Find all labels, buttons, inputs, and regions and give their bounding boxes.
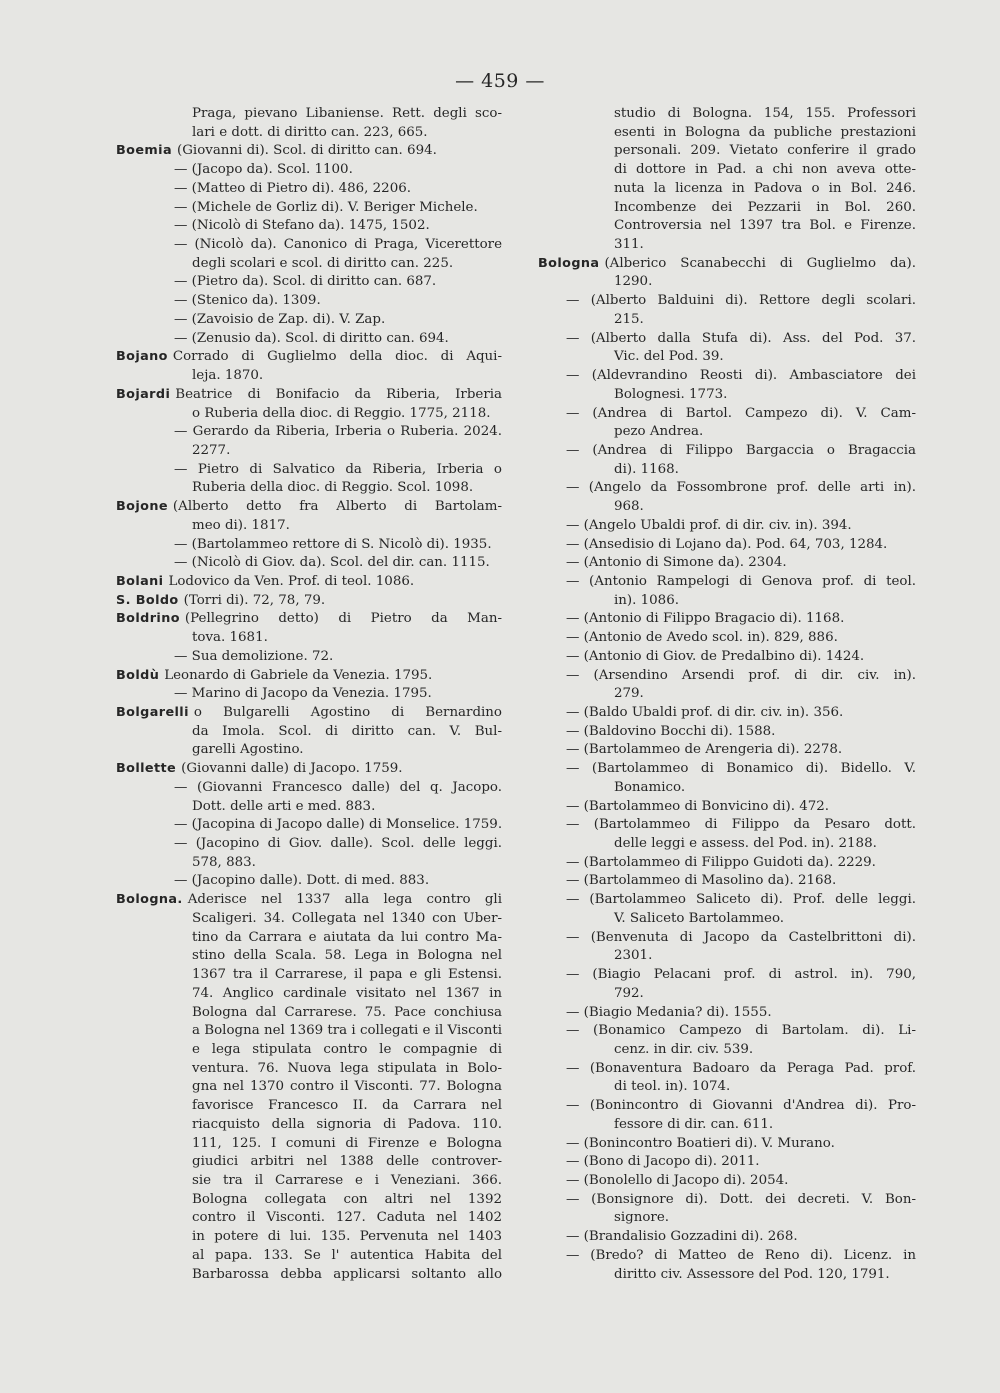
index-text: Aderisce nel 1337 alla lega contro gli xyxy=(187,892,502,908)
index-text: fessore di dir. can. 611. xyxy=(614,1116,774,1132)
index-text: esenti in Bologna da publiche prestazioni xyxy=(614,124,916,140)
index-text: Incombenze dei Pezzarii in Bol. 260. xyxy=(614,199,916,215)
index-text: — (Nicolò di Stefano da). 1475, 1502. xyxy=(174,218,430,234)
index-line xyxy=(116,1153,502,1172)
index-line xyxy=(116,929,502,948)
index-text: di dottore in Pad. a chi non aveva otte- xyxy=(614,162,916,178)
index-text: cenz. in dir. civ. 539. xyxy=(614,1041,754,1057)
index-text: 2301. xyxy=(614,948,653,964)
index-text: 2277. xyxy=(192,442,231,458)
index-line xyxy=(116,386,502,405)
index-text: — (Alberto dalla Stufa di). Ass. del Pod. 37. xyxy=(566,330,916,346)
index-line xyxy=(538,536,916,555)
index-line xyxy=(116,161,502,180)
index-text: 1367 tra il Carrarese, il papa e gli Estensi. xyxy=(192,967,502,983)
index-column-right xyxy=(538,105,916,1284)
index-text: Controversia nel 1397 tra Bol. e Firenze. xyxy=(614,218,916,234)
index-line xyxy=(116,985,502,1004)
index-line xyxy=(538,573,916,592)
index-line xyxy=(538,330,916,349)
index-line xyxy=(538,105,916,124)
index-line xyxy=(538,1041,916,1060)
index-line xyxy=(538,199,916,218)
index-text: — (Bartolammeo Saliceto di). Prof. delle leggi. xyxy=(566,892,916,908)
index-text: — (Antonio de Avedo scol. in). 829, 886. xyxy=(566,630,838,646)
index-text: 1290. xyxy=(614,274,653,290)
index-text: in). 1086. xyxy=(614,592,679,608)
index-text: 111, 125. I comuni di Firenze e Bologna xyxy=(192,1135,502,1151)
index-line xyxy=(116,1078,502,1097)
index-text: Scaligeri. 34. Collegata nel 1340 con Uber- xyxy=(192,910,502,926)
index-line xyxy=(116,1172,502,1191)
index-line xyxy=(538,1097,916,1116)
index-keyword: Bojone xyxy=(116,499,168,515)
index-text: — (Giovanni Francesco dalle) del q. Jacopo. xyxy=(174,779,502,795)
index-line xyxy=(116,1191,502,1210)
index-line xyxy=(116,330,502,349)
index-line xyxy=(538,1116,916,1135)
index-keyword: Bologna. xyxy=(116,892,183,908)
index-text: (Torri di). 72, 78, 79. xyxy=(183,592,326,608)
index-line xyxy=(538,180,916,199)
index-line xyxy=(116,255,502,274)
index-line xyxy=(116,573,502,592)
index-line xyxy=(538,479,916,498)
index-line xyxy=(538,1060,916,1079)
index-line xyxy=(116,704,502,723)
index-line xyxy=(116,966,502,985)
index-text: — (Baldo Ubaldi prof. di dir. civ. in). 356. xyxy=(566,705,844,720)
index-line xyxy=(116,1060,502,1079)
index-line xyxy=(538,292,916,311)
index-text: personali. 209. Vietato conferire il grado xyxy=(614,143,916,159)
index-text: riacquisto della signoria di Padova. 110. xyxy=(192,1116,502,1132)
index-line xyxy=(116,1247,502,1266)
index-keyword: Bolani xyxy=(116,573,164,589)
index-text: tova. 1681. xyxy=(192,630,268,646)
index-text: Barbarossa debba applicarsi soltanto allo xyxy=(192,1266,502,1282)
index-text: o Ruberia della dioc. di Reggio. 1775, 2118. xyxy=(192,405,491,421)
index-line xyxy=(538,142,916,161)
index-line xyxy=(116,1135,502,1154)
index-line xyxy=(116,779,502,798)
index-line xyxy=(116,311,502,330)
index-text: Lodovico da Ven. Prof. di teol. 1086. xyxy=(168,573,415,589)
index-text: — (Jacopino di Giov. dalle). Scol. delle leggi. xyxy=(174,836,502,852)
index-text: leja. 1870. xyxy=(192,368,264,384)
index-line xyxy=(116,910,502,929)
index-line xyxy=(538,386,916,405)
index-line xyxy=(538,1022,916,1041)
index-text: — (Bonamico Campezo di Bartolam. di). Li- xyxy=(566,1023,916,1039)
index-line xyxy=(116,798,502,817)
index-keyword: Boldrino xyxy=(116,611,180,627)
index-line xyxy=(116,442,502,461)
index-line xyxy=(116,592,502,611)
index-line xyxy=(538,255,916,274)
index-line xyxy=(538,517,916,536)
index-text: meo di). 1817. xyxy=(192,517,290,533)
index-text: — (Arsendino Arsendi prof. di dir. civ. in). xyxy=(566,667,916,683)
index-text: — (Nicolò da). Canonico di Praga, Vicerettore xyxy=(174,237,502,253)
index-line xyxy=(116,461,502,480)
index-line xyxy=(538,1209,916,1228)
index-text: — (Angelo Ubaldi prof. di dir. civ. in). 394. xyxy=(566,517,852,533)
index-line xyxy=(116,1022,502,1041)
index-text: — (Stenico da). 1309. xyxy=(174,293,321,309)
index-text: 279. xyxy=(614,686,644,702)
index-text: — (Antonio Rampelogi di Genova prof. di teol. xyxy=(566,573,916,589)
index-line xyxy=(538,348,916,367)
index-text: — (Bartolammeo di Filippo Guidoti da). 2229. xyxy=(566,854,876,870)
index-text: o Bulgarelli Agostino di Bernardino xyxy=(193,705,502,720)
index-line xyxy=(538,498,916,517)
index-text: — Gerardo da Riberia, Irberia o Ruberia. 2024. xyxy=(174,424,502,440)
index-text: — (Pietro da). Scol. di diritto can. 687. xyxy=(174,274,437,290)
index-line xyxy=(116,629,502,648)
index-line xyxy=(538,1004,916,1023)
index-text: Bonamico. xyxy=(614,779,686,795)
index-text: garelli Agostino. xyxy=(192,742,304,758)
index-text: — (Aldevrandino Reosti di). Ambasciatore dei xyxy=(566,368,916,384)
index-keyword: Bojano xyxy=(116,349,168,365)
index-text: — (Matteo di Pietro di). 486, 2206. xyxy=(174,180,411,196)
index-text: (Giovanni di). Scol. di diritto can. 694. xyxy=(176,143,437,159)
index-line xyxy=(538,1078,916,1097)
index-line xyxy=(116,367,502,386)
index-text: Bologna collegata con altri nel 1392 xyxy=(192,1191,502,1207)
index-text: Leonardo di Gabriele da Venezia. 1795. xyxy=(164,667,433,683)
index-text: — (Brandalisio Gozzadini di). 268. xyxy=(566,1229,798,1245)
index-line xyxy=(538,798,916,817)
index-line xyxy=(116,872,502,891)
index-line xyxy=(116,835,502,854)
index-line xyxy=(116,854,502,873)
index-line xyxy=(538,217,916,236)
index-text: — (Baldovino Bocchi di). 1588. xyxy=(566,723,776,739)
index-text: V. Saliceto Bartolammeo. xyxy=(614,910,785,926)
index-keyword: S. Boldo xyxy=(116,592,179,608)
index-line xyxy=(538,929,916,948)
index-text: — (Bartolammeo di Filippo da Pesaro dott. xyxy=(566,817,916,833)
index-text: studio di Bologna. 154, 155. Professori xyxy=(614,106,916,121)
index-text: — (Bartolammeo de Arengeria di). 2278. xyxy=(566,742,843,758)
index-text: — (Bonolello di Jacopo di). 2054. xyxy=(566,1172,789,1188)
index-text: (Giovanni dalle) di Jacopo. 1759. xyxy=(181,761,403,777)
index-line xyxy=(538,685,916,704)
index-text: signore. xyxy=(614,1210,669,1226)
index-line xyxy=(116,423,502,442)
index-text: e lega stipulata contro le compagnie di xyxy=(192,1041,502,1057)
index-text: — (Alberto Balduini di). Rettore degli scolari. xyxy=(566,293,916,309)
index-text: al papa. 133. Se l' autentica Habita del xyxy=(192,1247,502,1263)
index-text: — Marino di Jacopo da Venezia. 1795. xyxy=(174,686,432,702)
index-text: tino da Carrara e aiutata da lui contro Ma- xyxy=(192,929,502,945)
index-text: — (Angelo da Fossombrone prof. delle arti in). xyxy=(566,480,916,496)
index-line xyxy=(116,1209,502,1228)
index-line xyxy=(538,124,916,143)
index-text: — (Zenusio da). Scol. di diritto can. 694. xyxy=(174,330,449,346)
index-line xyxy=(116,217,502,236)
index-line xyxy=(538,423,916,442)
index-line xyxy=(538,741,916,760)
index-text: — (Nicolò di Giov. da). Scol. del dir. can. 1115. xyxy=(174,555,490,571)
index-line xyxy=(116,105,502,124)
index-line xyxy=(116,1004,502,1023)
index-keyword: Boemia xyxy=(116,143,172,159)
index-text: 968. xyxy=(614,499,644,515)
index-line xyxy=(538,1135,916,1154)
index-keyword: Bolgarelli xyxy=(116,705,189,720)
index-text: giudici arbitri nel 1388 delle controver- xyxy=(192,1154,502,1170)
index-text: — (Jacopo da). Scol. 1100. xyxy=(174,162,353,178)
index-line xyxy=(116,648,502,667)
index-line xyxy=(116,1266,502,1285)
index-line xyxy=(116,1097,502,1116)
index-line xyxy=(538,405,916,424)
index-text: — (Bonaventura Badoaro da Peraga Pad. prof. xyxy=(566,1060,916,1076)
index-line xyxy=(538,592,916,611)
index-line xyxy=(538,1247,916,1266)
index-line xyxy=(538,161,916,180)
index-text: — (Antonio di Simone da). 2304. xyxy=(566,555,787,571)
index-text: — (Biagio Pelacani prof. di astrol. in). 790, xyxy=(566,967,916,983)
index-text: sie tra il Carrarese e i Veneziani. 366. xyxy=(192,1172,502,1188)
index-line xyxy=(116,947,502,966)
index-text: — (Biagio Medania? di). 1555. xyxy=(566,1004,772,1020)
index-text: — (Bonsignore di). Dott. dei decreti. V. Bon- xyxy=(566,1191,916,1207)
index-text: — (Michele de Gorliz di). V. Beriger Michele. xyxy=(174,199,478,215)
index-line xyxy=(116,891,502,910)
index-text: di teol. in). 1074. xyxy=(614,1079,731,1095)
index-line xyxy=(538,835,916,854)
index-line xyxy=(116,1116,502,1135)
index-line xyxy=(538,629,916,648)
index-text: contro il Visconti. 127. Caduta nel 1402 xyxy=(192,1210,502,1226)
index-line xyxy=(538,704,916,723)
index-text: — (Jacopina di Jacopo dalle) di Monselice. 1759. xyxy=(174,817,502,833)
index-keyword: Boldù xyxy=(116,667,160,683)
index-line xyxy=(116,479,502,498)
index-text: — (Ansedisio di Lojano da). Pod. 64, 703, 1284. xyxy=(566,536,888,552)
index-text: ventura. 76. Nuova lega stipulata in Bolo- xyxy=(192,1060,502,1076)
index-line xyxy=(116,405,502,424)
index-keyword: Bologna xyxy=(538,255,600,271)
index-line xyxy=(116,348,502,367)
index-line xyxy=(116,517,502,536)
index-text: 215. xyxy=(614,311,644,327)
index-text: — (Bartolammeo di Bonvicino di). 472. xyxy=(566,798,830,814)
index-line xyxy=(116,292,502,311)
index-line xyxy=(116,741,502,760)
index-text: — (Bonincontro di Giovanni d'Andrea di). Pro- xyxy=(566,1098,916,1114)
index-line xyxy=(116,723,502,742)
index-line xyxy=(538,311,916,330)
index-text: — Sua demolizione. 72. xyxy=(174,648,334,664)
index-line xyxy=(538,554,916,573)
index-text: gna nel 1370 contro il Visconti. 77. Bologna xyxy=(192,1079,502,1095)
index-text: degli scolari e scol. di diritto can. 225. xyxy=(192,255,454,271)
index-text: Ruberia della dioc. di Reggio. Scol. 1098. xyxy=(192,480,474,496)
index-text: — (Bartolammeo rettore di S. Nicolò di). 1935. xyxy=(174,536,492,552)
index-line xyxy=(538,1228,916,1247)
index-line xyxy=(538,760,916,779)
index-text: — (Jacopino dalle). Dott. di med. 883. xyxy=(174,873,430,889)
index-text: lari e dott. di diritto can. 223, 665. xyxy=(192,124,428,140)
index-text: da Imola. Scol. di diritto can. V. Bul- xyxy=(192,723,502,739)
index-text: nuta la licenza in Padova o in Bol. 246. xyxy=(614,180,916,196)
index-text: Corrado di Guglielmo della dioc. di Aqui- xyxy=(172,349,502,365)
index-text: a Bologna nel 1369 tra i collegati e il Visconti xyxy=(192,1023,502,1039)
index-column-left xyxy=(116,105,502,1284)
index-text: di). 1168. xyxy=(614,461,679,477)
index-text: — (Bono di Jacopo di). 2011. xyxy=(566,1154,760,1170)
index-line xyxy=(116,610,502,629)
index-line xyxy=(538,648,916,667)
index-line xyxy=(538,891,916,910)
index-text: (Pellegrino detto) di Pietro da Man- xyxy=(184,611,502,627)
index-text: diritto civ. Assessore del Pod. 120, 1791. xyxy=(614,1266,890,1282)
index-text: delle leggi e assess. del Pod. in). 2188. xyxy=(614,836,877,852)
index-line xyxy=(538,610,916,629)
index-text: Beatrice di Bonifacio da Riberia, Irberia xyxy=(175,386,502,402)
index-text: Bolognesi. 1773. xyxy=(614,386,728,402)
index-line xyxy=(538,910,916,929)
index-text: — (Antonio di Filippo Bragacio di). 1168. xyxy=(566,611,845,627)
index-line xyxy=(116,142,502,161)
index-line xyxy=(538,723,916,742)
index-line xyxy=(538,947,916,966)
index-text: (Alberico Scanabecchi di Guglielmo da). xyxy=(604,255,916,271)
index-text: — Pietro di Salvatico da Riberia, Irberia o xyxy=(174,461,502,477)
index-line xyxy=(116,273,502,292)
page-number: — 459 — xyxy=(455,70,545,92)
index-line xyxy=(538,461,916,480)
index-line xyxy=(538,1266,916,1285)
index-text: stino della Scala. 58. Lega in Bologna nel xyxy=(192,948,502,964)
index-line xyxy=(538,966,916,985)
index-line xyxy=(538,236,916,255)
index-line xyxy=(116,124,502,143)
index-line xyxy=(116,760,502,779)
index-text: — (Bredo? di Matteo de Reno di). Licenz. in xyxy=(566,1247,916,1263)
index-text: Praga, pievano Libaniense. Rett. degli sco- xyxy=(192,106,502,121)
index-line xyxy=(116,236,502,255)
index-line xyxy=(116,199,502,218)
index-text: 311. xyxy=(614,237,644,253)
index-line xyxy=(538,367,916,386)
index-line xyxy=(116,685,502,704)
index-text: — (Antonio di Giov. de Predalbino di). 1424. xyxy=(566,648,865,664)
index-text: 792. xyxy=(614,985,644,1001)
index-line xyxy=(538,985,916,1004)
index-line xyxy=(116,180,502,199)
index-keyword: Bollette xyxy=(116,761,177,777)
index-line xyxy=(116,536,502,555)
index-line xyxy=(538,779,916,798)
index-text: Bologna dal Carrarese. 75. Pace conchiusa xyxy=(192,1004,502,1020)
index-text: — (Bartolammeo di Bonamico di). Bidello. V. xyxy=(566,761,916,777)
index-text: — (Zavoisio de Zap. di). V. Zap. xyxy=(174,311,386,327)
index-text: 74. Anglico cardinale visitato nel 1367 in xyxy=(192,985,502,1001)
index-keyword: Bojardi xyxy=(116,386,171,402)
index-line xyxy=(116,498,502,517)
index-text: — (Andrea di Filippo Bargaccia o Bragaccia xyxy=(566,442,916,458)
index-line xyxy=(116,816,502,835)
index-line xyxy=(116,1041,502,1060)
index-text: — (Bonincontro Boatieri di). V. Murano. xyxy=(566,1135,835,1151)
index-text: — (Andrea di Bartol. Campezo di). V. Cam- xyxy=(566,405,916,421)
index-line xyxy=(538,854,916,873)
index-text: — (Benvenuta di Jacopo da Castelbrittoni di). xyxy=(566,929,916,945)
index-line xyxy=(116,1228,502,1247)
index-line xyxy=(538,442,916,461)
index-text: in potere di lui. 135. Pervenuta nel 1403 xyxy=(192,1229,502,1245)
index-line xyxy=(538,872,916,891)
index-text: — (Bartolammeo di Masolino da). 2168. xyxy=(566,873,837,889)
index-line xyxy=(538,1153,916,1172)
index-line xyxy=(538,816,916,835)
index-line xyxy=(538,273,916,292)
index-line xyxy=(538,667,916,686)
index-line xyxy=(538,1172,916,1191)
index-text: Vic. del Pod. 39. xyxy=(614,349,724,365)
index-line xyxy=(116,667,502,686)
index-line xyxy=(116,554,502,573)
index-text: favorisce Francesco II. da Carrara nel xyxy=(192,1098,502,1114)
index-text: 578, 883. xyxy=(192,854,256,870)
index-text: pezo Andrea. xyxy=(614,424,704,440)
index-line xyxy=(538,1191,916,1210)
index-text: Dott. delle arti e med. 883. xyxy=(192,798,376,814)
index-text: (Alberto detto fra Alberto di Bartolam- xyxy=(172,499,502,515)
